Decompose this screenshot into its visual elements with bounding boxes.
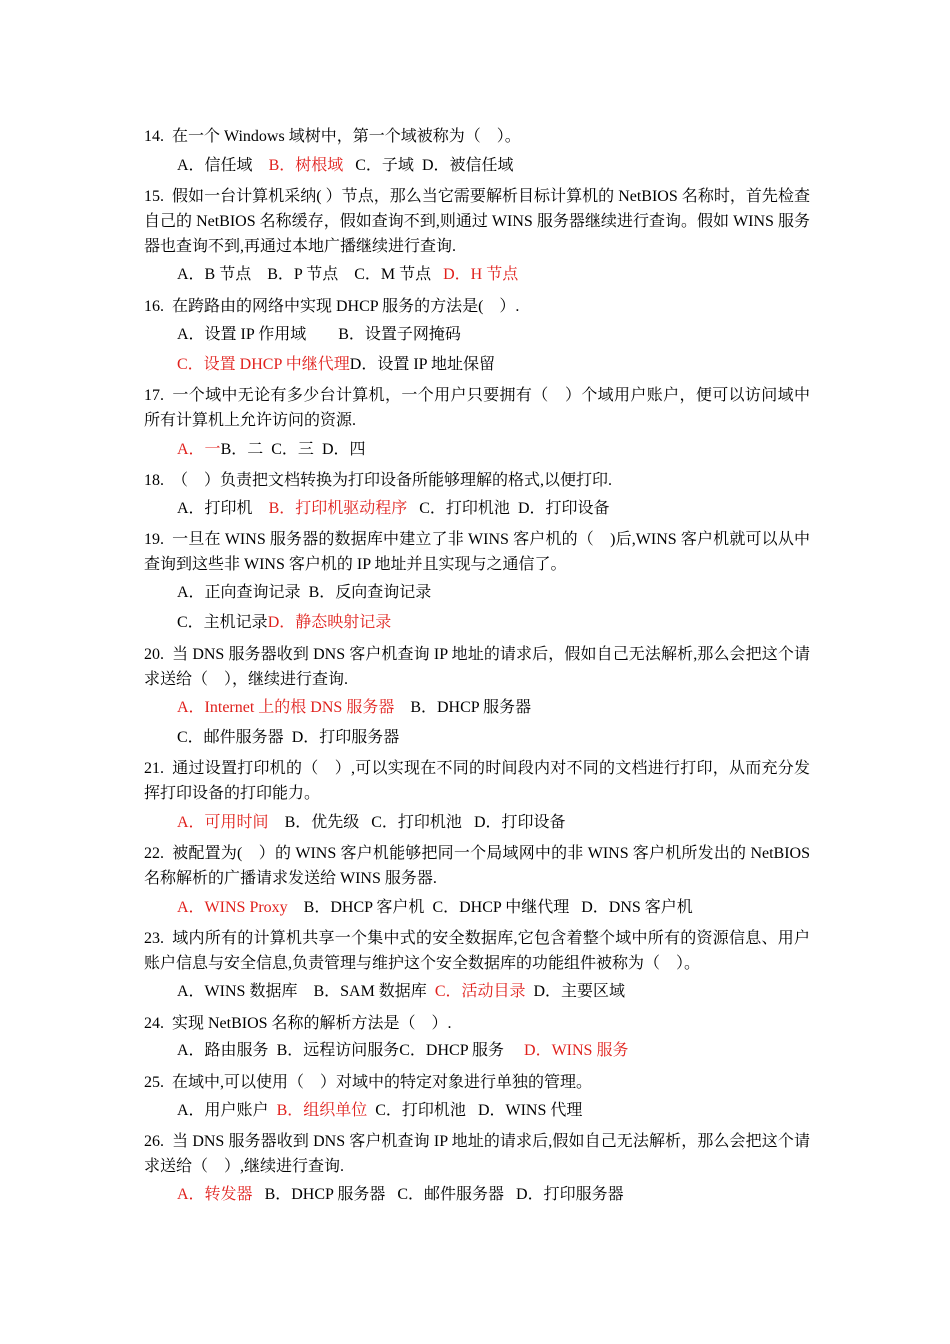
option-a-answer: A．Internet 上的根 DNS 服务器 <box>177 699 395 716</box>
question-number: 23. <box>144 930 164 947</box>
option-c: C．邮件服务器 <box>177 729 284 746</box>
option-b: B．P 节点 <box>267 266 339 283</box>
question-text: （ ）负责把文档转换为打印设备所能够理解的格式,以便打印. <box>172 472 613 489</box>
option-d: D．WINS 代理 <box>477 1102 583 1119</box>
options-19-row2 <box>177 612 391 634</box>
question-21 <box>144 756 810 806</box>
option-d: D．设置 IP 地址保留 <box>349 356 495 373</box>
question-number: 22. <box>144 845 164 862</box>
question-number: 20. <box>144 646 164 663</box>
question-number: 14. <box>144 128 164 145</box>
option-d-answer: D．H 节点 <box>443 266 519 283</box>
option-d: D．打印设备 <box>473 814 566 831</box>
question-text: 当 DNS 服务器收到 DNS 客户机查询 IP 地址的请求后,假如自己无法解析，那么会把这个请求送给（ ）,继续进行查询. <box>144 1133 810 1175</box>
option-b-answer: B．打印机驱动程序 <box>268 500 408 517</box>
options-14 <box>177 155 518 177</box>
option-a: A．用户账户 <box>177 1102 269 1119</box>
option-d: D．主要区域 <box>533 983 626 1000</box>
options-21 <box>177 812 570 834</box>
option-d: D．被信任域 <box>421 157 514 174</box>
option-a: A．WINS 数据库 <box>177 983 298 1000</box>
option-a: A．路由服务 <box>177 1042 269 1059</box>
option-d-answer: D．WINS 服务 <box>524 1042 629 1059</box>
question-text: 在域中,可以使用（ ）对域中的特定对象进行单独的管理。 <box>172 1074 593 1091</box>
option-c: C．打印机池 <box>375 1102 466 1119</box>
options-16-row1 <box>177 324 465 346</box>
option-c: C．主机记录 <box>177 614 268 631</box>
question-text: 在跨路由的网络中实现 DHCP 服务的方法是( ）. <box>172 298 520 315</box>
option-a: A．B 节点 <box>177 266 252 283</box>
option-c: C．三 <box>271 441 314 458</box>
question-text: 一个域中无论有多少台计算机，一个用户只要拥有（ ）个域用户账户，便可以访问域中所有计算机上允许访问的资源. <box>144 387 810 429</box>
options-17 <box>177 439 370 461</box>
option-a-answer: A．可用时间 <box>177 814 269 831</box>
option-c: C．DHCP 服务 <box>399 1042 505 1059</box>
option-b: B．DHCP 客户机 <box>303 899 425 916</box>
option-a: A．正向查询记录 <box>177 584 301 601</box>
options-22 <box>177 897 697 919</box>
option-b: B．二 <box>220 441 264 458</box>
option-b: B．设置子网掩码 <box>338 326 461 343</box>
option-a-answer: A．一 <box>177 441 221 458</box>
question-number: 25. <box>144 1074 164 1091</box>
option-b: B．DHCP 服务器 <box>410 699 532 716</box>
option-b: B．优先级 <box>284 814 360 831</box>
question-number: 19. <box>144 531 164 548</box>
option-a-answer: A．转发器 <box>177 1186 253 1203</box>
option-a: A．信任域 <box>177 157 253 174</box>
option-c: C．邮件服务器 <box>397 1186 505 1203</box>
option-b: B．SAM 数据库 <box>313 983 427 1000</box>
option-d: D．打印设备 <box>517 500 610 517</box>
question-number: 16. <box>144 298 164 315</box>
option-a: A．设置 IP 作用域 <box>177 326 307 343</box>
question-number: 21. <box>144 760 164 777</box>
option-b-answer: B．组织单位 <box>276 1102 368 1119</box>
question-14 <box>144 124 810 149</box>
question-number: 26. <box>144 1133 164 1150</box>
question-number: 15. <box>144 188 164 205</box>
option-b: B．远程访问服务 <box>276 1042 400 1059</box>
option-b: B．反向查询记录 <box>308 584 432 601</box>
question-text: 当 DNS 服务器收到 DNS 客户机查询 IP 地址的请求后，假如自己无法解析,那么会把这个请求送给（ ），继续进行查询. <box>144 646 810 688</box>
options-24 <box>177 1040 632 1062</box>
options-20-row2 <box>177 727 403 749</box>
options-25 <box>177 1100 586 1122</box>
option-c: C．子域 <box>355 157 414 174</box>
question-25 <box>144 1070 810 1095</box>
question-15 <box>144 184 810 259</box>
option-b-answer: B．树根域 <box>268 157 344 174</box>
options-16-row2 <box>177 354 495 376</box>
question-text: 被配置为( ）的 WINS 客户机能够把同一个局域网中的非 WINS 客户机所发出的 NetBIOS 名称解析的广播请求发送给 WINS 服务器. <box>144 845 810 887</box>
option-d: D．DNS 客户机 <box>581 899 693 916</box>
question-text: 域内所有的计算机共享一个集中式的安全数据库,它包含着整个域中所有的资源信息、用户账户信息与安全信息,负责管理与维护这个安全数据库的功能组件被称为（ ）。 <box>144 930 810 972</box>
options-23 <box>177 981 629 1003</box>
option-d: D．打印服务器 <box>516 1186 624 1203</box>
question-text: 假如一台计算机采纳( ）节点，那么当它需要解析目标计算机的 NetBIOS 名称时，首先检查自己的 NetBIOS 名称缓存，假如查询不到,则通过 WINS 服务器继续进行查询。假如 WINS 服务器也查询不到,再通过本地广播继续进行查询. <box>144 188 810 255</box>
question-number: 17. <box>144 387 164 404</box>
options-26 <box>177 1184 628 1206</box>
options-15 <box>177 264 522 286</box>
options-18 <box>177 498 614 520</box>
options-19-row1 <box>177 582 435 604</box>
option-d-answer: D．静态映射记录 <box>267 614 392 631</box>
option-b: B．DHCP 服务器 <box>264 1186 386 1203</box>
option-d: D．四 <box>321 441 366 458</box>
option-c: C．DHCP 中继代理 <box>432 899 570 916</box>
option-a: A．打印机 <box>177 500 253 517</box>
question-17 <box>144 383 810 433</box>
question-18 <box>144 468 810 493</box>
option-a-answer: A．WINS Proxy <box>177 899 288 916</box>
question-23 <box>144 926 810 976</box>
option-c: C．M 节点 <box>354 266 432 283</box>
question-26 <box>144 1129 810 1179</box>
question-text: 通过设置打印机的（ ）,可以实现在不同的时间段内对不同的文档进行打印，从而充分发挥打印设备的打印能力。 <box>144 760 810 802</box>
option-d: D．打印服务器 <box>291 729 400 746</box>
question-16 <box>144 294 810 319</box>
question-19 <box>144 527 810 577</box>
option-c: C．打印机池 <box>371 814 462 831</box>
question-number: 24. <box>144 1015 164 1032</box>
option-c-answer: C．活动目录 <box>434 983 526 1000</box>
question-text: 实现 NetBIOS 名称的解析方法是（ ）. <box>172 1015 452 1032</box>
question-22 <box>144 841 810 891</box>
options-20-row1 <box>177 697 535 719</box>
question-24 <box>144 1011 810 1036</box>
option-c-answer: C．设置 DHCP 中继代理 <box>177 356 350 373</box>
question-number: 18. <box>144 472 164 489</box>
option-c: C．打印机池 <box>419 500 510 517</box>
question-text: 在一个 Windows 域树中，第一个域被称为（ ）。 <box>172 128 521 145</box>
question-text: 一旦在 WINS 服务器的数据库中建立了非 WINS 客户机的（ )后,WINS 客户机就可以从中查询到这些非 WINS 客户机的 IP 地址并且实现与之通信了。 <box>144 531 810 573</box>
question-20 <box>144 642 810 692</box>
